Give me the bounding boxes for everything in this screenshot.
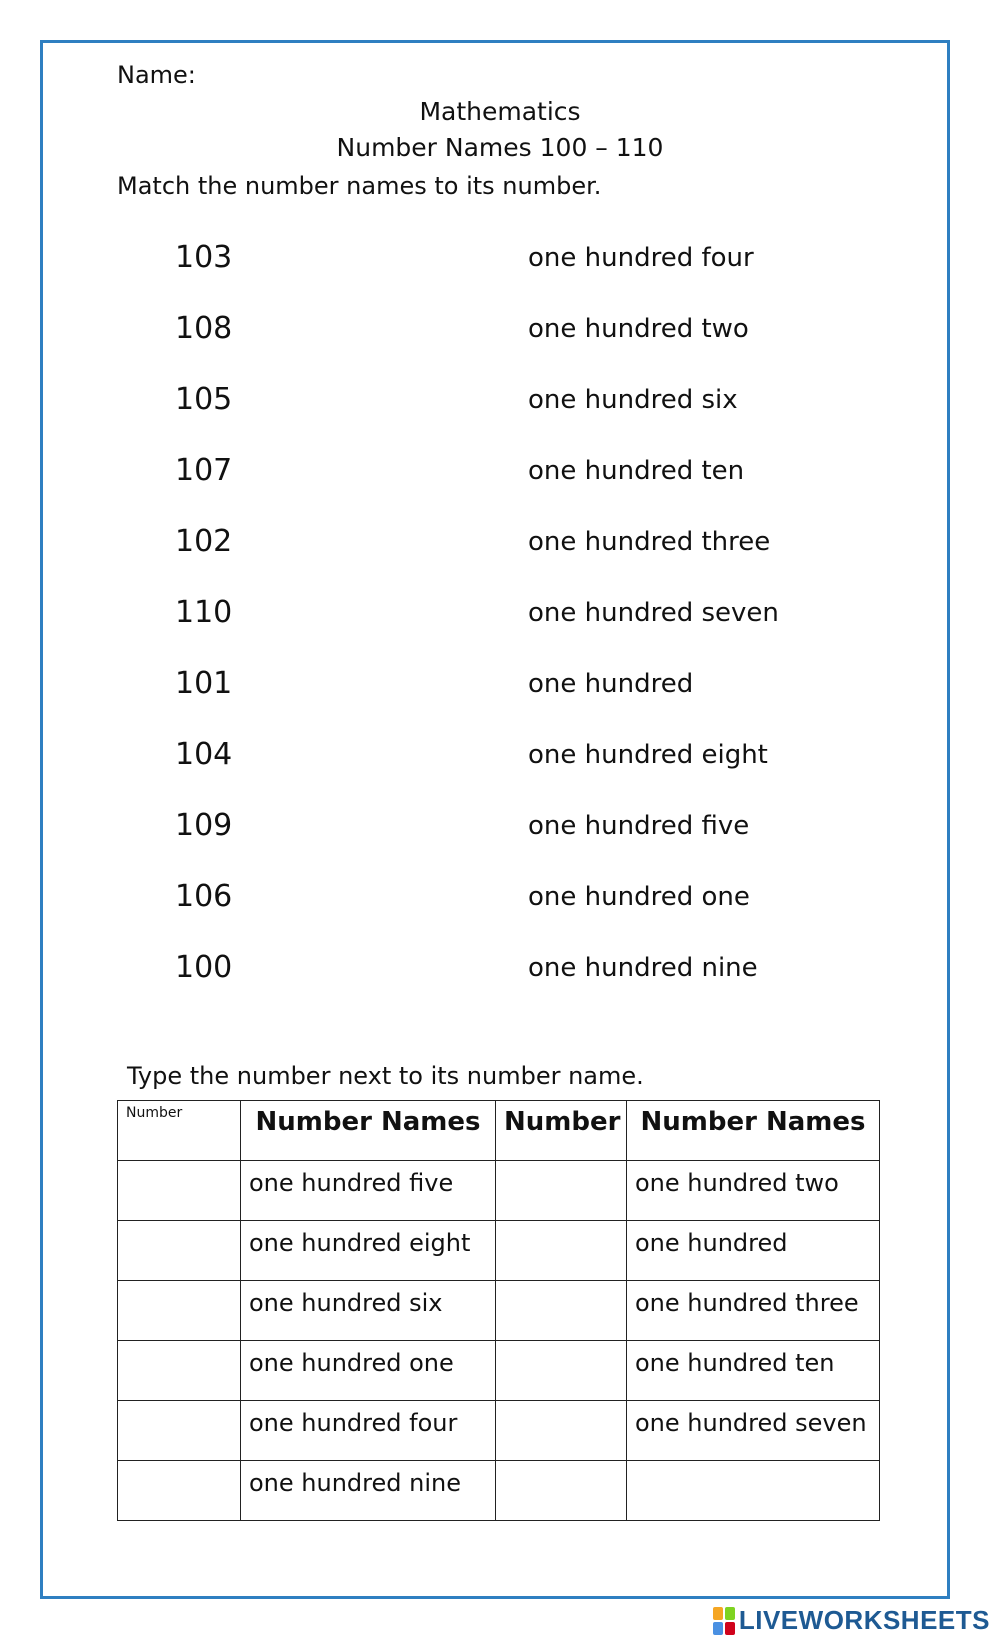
name-label: Name:	[117, 61, 196, 89]
match-number[interactable]: 104	[175, 737, 233, 772]
match-row	[0, 879, 1000, 919]
column-header-number: Number	[496, 1101, 627, 1161]
match-name[interactable]: one hundred seven	[528, 598, 779, 628]
number-name-cell: one hundred two	[627, 1161, 880, 1221]
answer-cell[interactable]	[118, 1221, 241, 1281]
match-row	[0, 808, 1000, 848]
answer-input[interactable]	[126, 1172, 232, 1197]
answer-cell[interactable]	[118, 1281, 241, 1341]
answer-input[interactable]	[504, 1232, 618, 1257]
table-row	[118, 1341, 880, 1401]
match-row	[0, 382, 1000, 422]
answer-cell[interactable]	[118, 1461, 241, 1521]
number-name-cell: one hundred eight	[241, 1221, 496, 1281]
answer-cell[interactable]	[496, 1401, 627, 1461]
number-name-cell: one hundred five	[241, 1161, 496, 1221]
answer-cell[interactable]	[118, 1341, 241, 1401]
answer-input[interactable]	[126, 1412, 232, 1437]
match-number[interactable]: 100	[175, 950, 233, 985]
match-number[interactable]: 109	[175, 808, 233, 843]
match-name[interactable]: one hundred two	[528, 314, 749, 344]
logo-text: LIVEWORKSHEETS	[738, 1605, 990, 1635]
match-row	[0, 240, 1000, 280]
match-name[interactable]: one hundred six	[528, 385, 738, 415]
subject-title: Mathematics	[419, 97, 581, 126]
match-row	[0, 666, 1000, 706]
match-name[interactable]: one hundred eight	[528, 740, 768, 770]
liveworksheets-logo-icon	[713, 1607, 735, 1635]
answer-cell[interactable]	[118, 1401, 241, 1461]
column-header-number: Number	[118, 1101, 241, 1161]
answer-input[interactable]	[504, 1292, 618, 1317]
match-row	[0, 311, 1000, 351]
answer-input[interactable]	[126, 1352, 232, 1377]
liveworksheets-logo	[713, 1605, 990, 1636]
match-row	[0, 950, 1000, 990]
empty-cell	[627, 1461, 880, 1521]
number-name-cell: one hundred seven	[627, 1401, 880, 1461]
match-number[interactable]: 108	[175, 311, 233, 346]
match-number[interactable]: 102	[175, 524, 233, 559]
match-name[interactable]: one hundred ten	[528, 456, 745, 486]
number-name-cell: one hundred	[627, 1221, 880, 1281]
answer-input[interactable]	[504, 1172, 618, 1197]
number-name-cell: one hundred six	[241, 1281, 496, 1341]
match-row	[0, 737, 1000, 777]
match-name[interactable]: one hundred one	[528, 882, 750, 912]
answer-input[interactable]	[504, 1412, 618, 1437]
match-number[interactable]: 107	[175, 453, 233, 488]
table-row	[118, 1161, 880, 1221]
number-name-cell: one hundred one	[241, 1341, 496, 1401]
answer-cell[interactable]	[496, 1341, 627, 1401]
match-number[interactable]: 103	[175, 240, 233, 275]
number-name-cell: one hundred nine	[241, 1461, 496, 1521]
match-number[interactable]: 105	[175, 382, 233, 417]
answer-table	[117, 1100, 880, 1521]
number-name-cell: one hundred ten	[627, 1341, 880, 1401]
answer-input[interactable]	[504, 1352, 618, 1377]
match-instruction: Match the number names to its number.	[117, 172, 602, 200]
worksheet-subtitle: Number Names 100 – 110	[336, 133, 664, 162]
match-row	[0, 453, 1000, 493]
match-number[interactable]: 106	[175, 879, 233, 914]
table-row	[118, 1281, 880, 1341]
match-name[interactable]: one hundred nine	[528, 953, 758, 983]
match-row	[0, 524, 1000, 564]
answer-cell[interactable]	[496, 1281, 627, 1341]
answer-input[interactable]	[126, 1232, 232, 1257]
answer-cell[interactable]	[496, 1161, 627, 1221]
type-instruction: Type the number next to its number name.	[127, 1062, 644, 1090]
answer-input[interactable]	[126, 1292, 232, 1317]
table-row	[118, 1461, 880, 1521]
table-row	[118, 1401, 880, 1461]
table-header-row	[118, 1101, 880, 1161]
match-name[interactable]: one hundred	[528, 669, 694, 699]
answer-input[interactable]	[126, 1472, 232, 1497]
match-name[interactable]: one hundred four	[528, 243, 754, 273]
table-row	[118, 1221, 880, 1281]
answer-cell[interactable]	[496, 1221, 627, 1281]
match-name[interactable]: one hundred three	[528, 527, 771, 557]
match-row	[0, 595, 1000, 635]
match-number[interactable]: 110	[175, 595, 233, 630]
empty-cell	[496, 1461, 627, 1521]
number-name-cell: one hundred three	[627, 1281, 880, 1341]
match-name[interactable]: one hundred five	[528, 811, 750, 841]
column-header-number-names: Number Names	[241, 1101, 496, 1161]
answer-cell[interactable]	[118, 1161, 241, 1221]
number-name-cell: one hundred four	[241, 1401, 496, 1461]
column-header-number-names: Number Names	[627, 1101, 880, 1161]
match-number[interactable]: 101	[175, 666, 233, 701]
